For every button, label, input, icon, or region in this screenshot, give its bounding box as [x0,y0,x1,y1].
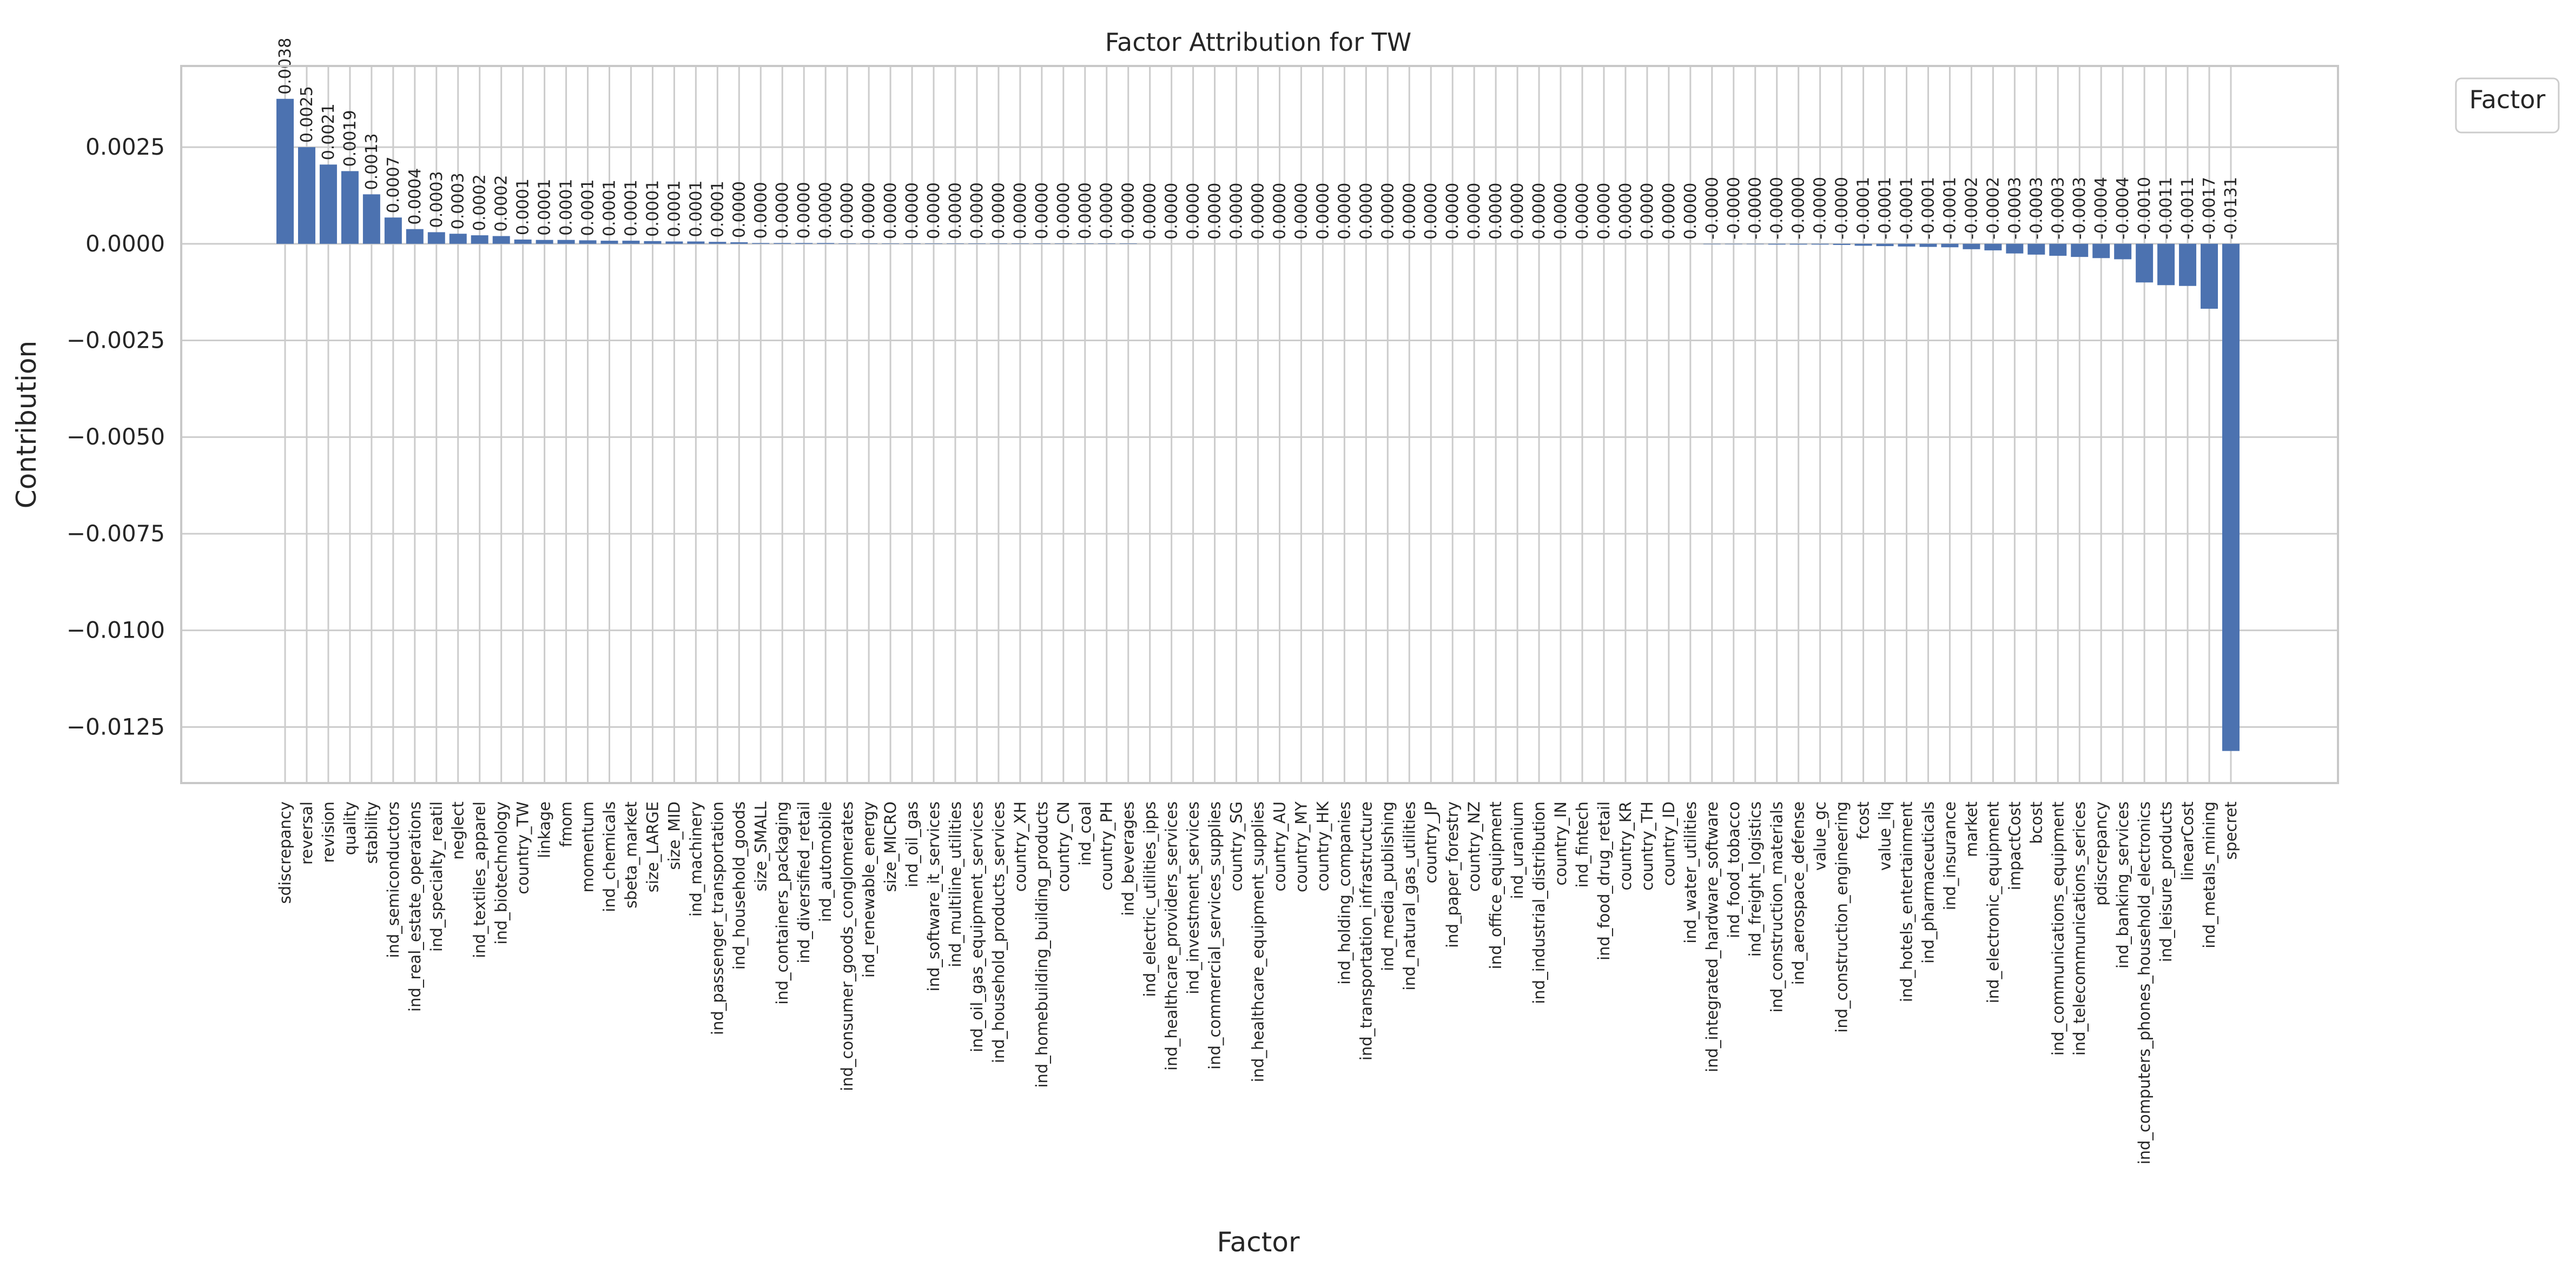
data-label: 0.0000 [1443,182,1463,240]
bar [1963,244,1980,249]
x-tick-label: revision [319,801,338,863]
x-tick-label: ind_office_equipment [1487,801,1505,970]
data-label: -0.0001 [1854,177,1873,240]
bar [838,243,856,244]
x-tick-label: ind_renewable_energy [860,801,879,978]
x-tick-label: ind_computers_phones_household_electronics [2135,801,2154,1165]
data-label: 0.0000 [816,182,836,239]
data-label: -0.0003 [2027,177,2046,240]
x-tick-label: ind_household_products_services [989,801,1008,1064]
data-label: 0.0019 [340,110,360,167]
x-tick-label: ind_telecommunications_serices [2070,801,2089,1056]
bar [2201,244,2218,309]
data-label: 0.0000 [924,182,943,240]
bar [1076,243,1094,244]
x-tick-label: ind_software_it_services [924,801,943,992]
x-tick-label: stability [362,801,381,864]
bar [730,242,748,244]
bar [2006,244,2023,254]
data-label: 0.0000 [1032,182,1052,240]
x-tick-label: ind_containers_packaging [773,801,792,1005]
bar [385,217,402,244]
x-tick-label: ind_automobile [816,801,835,922]
data-label: -0.0010 [2135,177,2155,240]
bar [601,241,618,244]
data-label: 0.0004 [405,168,425,225]
x-tick-label: ind_fintech [1573,801,1591,888]
bar [320,164,337,244]
x-axis-label: Factor [1217,1226,1300,1258]
bar [471,235,488,244]
x-tick-label: size_SMALL [751,801,770,892]
bar [622,241,639,244]
data-label: -0.0002 [1962,177,1981,240]
data-label: 0.0000 [1075,182,1095,240]
x-tick-label: country_JP [1422,801,1441,884]
x-tick-label: ind_hotels_entertainment [1897,801,1916,1003]
legend-title: Factor [2469,85,2546,114]
bar [1855,244,1872,246]
x-tick-label: ind_electronic_equipment [1984,801,2003,1004]
x-tick-label: pdiscrepancy [2092,801,2111,906]
data-label: 0.0000 [1616,182,1635,240]
x-tick-label: size_MICRO [881,801,900,892]
data-label: 0.0000 [1422,182,1441,240]
bar [428,232,445,243]
data-label: 0.0000 [1227,182,1246,240]
x-tick-label: country_MY [1292,801,1311,893]
y-tick-label: −0.0025 [66,327,165,354]
x-tick-label: ind_freight_logistics [1746,801,1765,957]
x-tick-label: country_NZ [1465,801,1484,892]
data-label: 0.0000 [1508,182,1528,240]
data-label: 0.0013 [362,133,381,190]
data-label: 0.0000 [1637,182,1657,240]
x-tick-label: ind_leisure_products [2157,801,2176,963]
x-tick-label: country_TW [513,801,532,894]
bar [2136,244,2153,282]
bar [925,243,942,244]
x-tick-label: ind_machinery [686,801,705,917]
data-label: -0.0131 [2222,177,2241,240]
x-tick-label: sdiscrepancy [276,801,294,904]
x-tick-label: ind_industrial_distribution [1530,801,1549,1004]
data-label: -0.0003 [2049,177,2068,240]
data-label: 0.0002 [492,175,511,232]
x-tick-label: ind_communications_equipment [2049,801,2068,1056]
bar [1120,243,1137,244]
data-label: 0.0003 [448,173,468,230]
data-label: 0.0000 [1530,182,1549,240]
bar [579,240,597,243]
data-label: 0.0000 [795,182,814,239]
x-tick-label: ind_construction_engineering [1832,801,1851,1033]
x-tick-label: value_liq [1875,801,1894,871]
bar [1898,244,1916,247]
x-tick-label: momentum [578,801,597,893]
x-tick-label: ind_insurance [1940,801,1959,911]
x-tick-label: quality [340,801,359,856]
x-tick-label: ind_oil_gas_equipment_services [967,801,986,1052]
bar [450,234,467,244]
x-tick-label: linkage [535,801,554,858]
bar [2157,244,2175,285]
bar [2222,244,2240,751]
y-tick-label: −0.0075 [66,520,165,547]
data-label: -0.0001 [1875,177,1895,240]
data-label: 0.0002 [470,174,490,231]
data-label: 0.0000 [1292,182,1311,240]
y-tick-label: −0.0125 [66,713,165,740]
bar [2049,244,2066,256]
y-tick-label: 0.0000 [85,230,165,257]
data-label: 0.0000 [1681,182,1700,240]
bar [1833,244,1851,245]
bar [968,243,986,244]
data-label: -0.0000 [1702,177,1722,240]
data-label: 0.0000 [1119,182,1138,240]
x-tick-label: ind_paper_forestry [1443,801,1462,948]
x-tick-label: ind_aerospace_defense [1789,801,1808,985]
data-label: 0.0001 [708,181,728,238]
x-tick-label: ind_investment_services [1184,801,1203,994]
x-tick-label: ind_passenger_transportation [708,801,727,1035]
data-label: 0.0001 [622,180,641,237]
bar [1984,244,2002,250]
bar [1919,244,1937,247]
bar [536,240,553,244]
data-label: 0.0000 [1140,182,1160,240]
x-tick-label: value_gc [1811,801,1829,871]
x-tick-label: ind_media_publishing [1378,801,1397,971]
data-label: 0.0000 [730,181,749,238]
bar [1012,243,1029,244]
bar [2092,244,2110,258]
x-tick-label: ind_healthcare_equipment_supplies [1249,801,1267,1083]
x-tick-label: fmom [557,801,576,847]
x-tick-label: country_PH [1097,801,1116,891]
data-label: 0.0000 [1249,182,1268,240]
x-tick-label: country_XH [1010,801,1029,892]
data-label: 0.0001 [600,180,619,237]
data-label: 0.0000 [1357,182,1376,240]
x-tick-label: ind_food_tobacco [1724,801,1743,938]
data-label: 0.0001 [643,180,663,237]
x-tick-label: ind_textiles_apparel [470,801,489,958]
data-label: -0.0003 [2070,177,2090,240]
bar [1033,243,1051,244]
data-label: 0.0000 [1487,182,1506,240]
data-label: 0.0001 [686,180,706,237]
x-tick-label: impactCost [2005,801,2024,891]
data-label: 0.0000 [860,182,879,240]
data-label: 0.0000 [1270,182,1290,240]
x-tick-label: bcost [2027,801,2046,844]
x-tick-label: market [1962,801,1981,857]
bar [1098,243,1115,244]
data-label: 0.0000 [1400,182,1419,240]
data-label: 0.0001 [535,178,554,236]
x-tick-label: ind_oil_gas [903,801,922,887]
x-tick-label: linearCost [2178,801,2197,881]
data-label: -0.0004 [2092,177,2111,240]
data-label: -0.0000 [1789,177,1808,240]
data-label: -0.0011 [2178,177,2198,240]
x-tick-label: fcost [1854,801,1873,840]
bar [947,243,964,244]
x-tick-label: ind_integrated_hardware_software [1702,801,1721,1072]
x-tick-label: country_AU [1270,801,1289,892]
x-tick-label: ind_construction_materials [1767,801,1786,1013]
bar [903,243,921,244]
x-tick-label: ind_holding_companies [1335,801,1354,985]
x-tick-label: country_IN [1551,801,1570,886]
x-tick-label: sbeta_market [622,801,640,909]
x-tick-label: ind_metals_mining [2200,801,2219,949]
x-tick-label: country_ID [1659,801,1678,886]
bar [276,99,294,244]
x-tick-label: size_MID [665,801,684,870]
data-label: 0.0000 [1010,182,1030,240]
data-label: 0.0038 [276,37,295,95]
x-tick-label: ind_chemicals [600,801,619,912]
bar [558,240,575,244]
y-tick-label: −0.0100 [66,616,165,644]
data-label: 0.0000 [989,182,1008,240]
x-tick-label: ind_real_estate_operations [405,801,424,1012]
data-label: 0.0000 [1378,182,1398,240]
data-label: -0.0000 [1767,177,1787,240]
x-tick-label: ind_water_utilities [1681,801,1700,944]
x-tick-label: ind_homebuilding_building_products [1032,801,1051,1088]
data-label: 0.0021 [319,103,338,161]
data-label: 0.0000 [1465,182,1484,240]
bar [687,242,704,244]
y-axis-label: Contribution [11,340,42,509]
x-tick-label: ind_semiconductors [384,801,402,958]
x-tick-label: ind_uranium [1508,801,1527,899]
x-tick-label: ind_electric_utilities_ipps [1140,801,1159,997]
x-tick-label: ind_coal [1075,801,1094,866]
data-label: 0.0000 [1097,182,1117,240]
x-tick-label: ind_commercial_services_supplies [1205,801,1224,1070]
data-label: -0.0000 [1832,177,1852,240]
bar [2071,244,2088,257]
data-label: 0.0007 [384,156,403,214]
x-tick-label: ind_transportation_infrastructure [1357,801,1376,1061]
data-label: 0.0000 [967,182,987,240]
chart-title: Factor Attribution for TW [1105,28,1412,57]
x-tick-label: country_KR [1616,801,1635,891]
x-tick-label: neglect [448,801,467,860]
x-tick-label: ind_consumer_goods_conglomerates [838,801,857,1091]
bar [990,243,1007,244]
data-label: 0.0001 [665,180,684,237]
x-tick-label: ind_food_drug_retail [1594,801,1613,960]
data-label: 0.0000 [1205,182,1225,240]
data-label: -0.0000 [1746,177,1765,240]
y-tick-label: 0.0025 [85,134,165,161]
bar [2027,244,2045,255]
bar [341,171,359,243]
data-label: 0.0000 [1162,182,1181,240]
x-tick-label: reversal [297,801,316,865]
data-label: -0.0001 [1940,177,1960,240]
data-label: -0.0017 [2200,177,2220,240]
data-label: 0.0000 [1573,182,1592,240]
x-tick-label: country_SG [1227,801,1246,892]
data-label: -0.0003 [2005,177,2025,240]
x-tick-label: ind_specialty_reatil [427,801,446,952]
data-label: -0.0000 [1811,177,1830,240]
data-label: 0.0000 [751,182,771,239]
y-tick-label: −0.0050 [66,423,165,450]
data-label: -0.0001 [1919,177,1938,240]
x-tick-label: country_TH [1637,801,1656,891]
x-tick-label: ind_multiline_utilities [946,801,965,967]
data-label: 0.0000 [1313,182,1333,240]
x-tick-label: ind_healthcare_providers_services [1162,801,1181,1071]
x-tick-label: size_LARGE [643,801,662,893]
x-tick-label: ind_household_goods [730,801,749,970]
data-label: 0.0000 [1054,182,1073,240]
data-label: -0.0004 [2113,177,2133,240]
bar [882,243,899,244]
bar [406,229,424,244]
x-tick-label: ind_diversified_retail [795,801,814,964]
data-label: 0.0000 [946,182,965,240]
data-label: 0.0000 [1594,182,1614,240]
data-label: 0.0003 [427,171,446,228]
data-label: 0.0000 [1184,182,1203,240]
bar [644,241,661,244]
bar [709,242,726,244]
bar [298,147,315,244]
data-label: -0.0001 [1897,177,1917,240]
data-label: 0.0001 [578,179,598,236]
bar [1877,244,1894,246]
data-label: 0.0001 [557,178,576,236]
bar [665,242,683,244]
bar [493,236,510,244]
data-label: 0.0001 [513,178,533,235]
bar [2114,244,2131,260]
data-label: -0.0011 [2157,177,2176,240]
x-tick-label: specret [2222,801,2240,860]
x-tick-label: ind_natural_gas_utilities [1400,801,1419,991]
legend [2456,78,2559,132]
data-label: 0.0000 [1659,182,1679,240]
x-tick-label: ind_banking_services [2113,801,2132,969]
bar [1055,243,1072,244]
data-label: 0.0000 [838,182,857,240]
bar [1941,244,1958,247]
data-label: 0.0000 [1551,182,1571,240]
x-tick-label: country_HK [1313,801,1332,892]
data-label: 0.0000 [773,182,792,239]
bar [2179,244,2196,286]
x-tick-label: ind_biotechnology [492,801,511,945]
bar [860,243,877,244]
data-label: -0.0000 [1724,177,1743,240]
x-tick-label: ind_pharmaceuticals [1919,801,1938,964]
data-label: 0.0000 [1335,182,1355,240]
data-label: 0.0000 [903,182,922,240]
bar [514,240,532,244]
bar [363,194,380,243]
data-label: 0.0025 [297,86,316,143]
x-tick-label: ind_beverages [1119,801,1138,916]
data-label: 0.0000 [881,182,901,240]
x-tick-label: country_CN [1054,801,1073,892]
data-label: -0.0002 [1984,177,2003,240]
